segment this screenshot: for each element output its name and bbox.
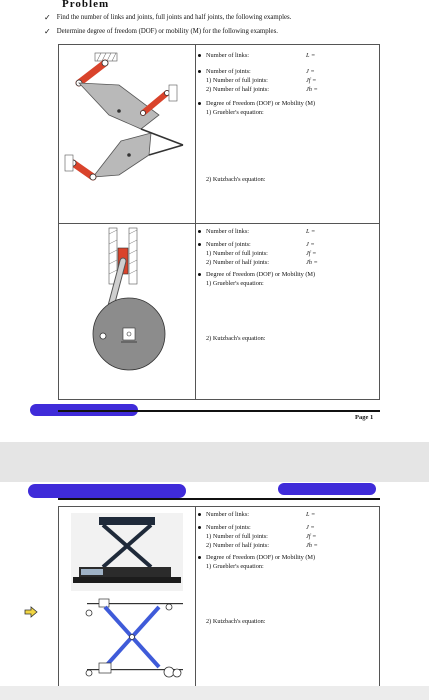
answer-cell-3 (196, 507, 380, 693)
problem-table-2 (58, 506, 380, 693)
dof-row: Degree of Freedom (DOF) or Mobility (M) (206, 270, 379, 279)
full-joints-row: 1) Number of full joints: Jf = (206, 77, 317, 84)
page-number: Page 1 (355, 414, 374, 421)
checkmark-icon: ✓ (44, 13, 51, 22)
half-joints-row: 2) Number of half joints: Jh = (206, 542, 318, 549)
joints-row: Number of joints: J = (206, 67, 379, 76)
footer-rule (58, 410, 380, 412)
redaction-scribble (278, 483, 376, 495)
problem-table-1 (58, 44, 380, 400)
checkmark-icon: ✓ (44, 27, 51, 36)
four-bar-mechanism-figure (59, 45, 195, 218)
page-gap (0, 442, 429, 482)
dof-row: Degree of Freedom (DOF) or Mobility (M) (206, 553, 379, 562)
instruction-2: ✓ Determine degree of freedom (DOF) or mobility (M) for the following examples. (44, 27, 278, 36)
page-heading-cut: Problem (62, 0, 110, 7)
figure-cell-mechanism-1 (59, 45, 196, 224)
links-row: Number of links: L = (206, 227, 379, 236)
joints-row: Number of joints: J = (206, 240, 379, 249)
gruebler-row: 1) Gruebler's equation: (206, 280, 264, 287)
scissor-lift-figure (59, 507, 195, 687)
figure-cell-mechanism-3 (59, 507, 196, 693)
kutzbach-row: 2) Kutzbach's equation: (206, 176, 266, 183)
gruebler-row: 1) Gruebler's equation: (206, 109, 264, 116)
viewer-bottom-strip (0, 686, 429, 700)
instruction-1: ✓ Find the number of links and joints, full joints and half joints, the following examples. (44, 13, 292, 22)
links-row: Number of links: L = (206, 510, 379, 519)
full-joints-row: 1) Number of full joints: Jf = (206, 533, 317, 540)
half-joints-row: 2) Number of half joints: Jh = (206, 86, 318, 93)
arrow-right-icon (24, 606, 38, 618)
dof-row: Degree of Freedom (DOF) or Mobility (M) (206, 99, 379, 108)
slider-crank-figure (59, 224, 195, 394)
kutzbach-row: 2) Kutzbach's equation: (206, 618, 266, 625)
joints-row: Number of joints: J = (206, 523, 379, 532)
answer-cell-1 (196, 45, 380, 224)
half-joints-row: 2) Number of half joints: Jh = (206, 259, 318, 266)
kutzbach-row: 2) Kutzbach's equation: (206, 335, 266, 342)
full-joints-row: 1) Number of full joints: Jf = (206, 250, 317, 257)
answer-cell-2 (196, 224, 380, 400)
figure-cell-mechanism-2 (59, 224, 196, 400)
links-row: Number of links: L = (206, 51, 379, 60)
gruebler-row: 1) Gruebler's equation: (206, 563, 264, 570)
document-page-2 (0, 482, 429, 700)
redaction-scribble (28, 484, 186, 498)
header-rule (58, 498, 380, 500)
